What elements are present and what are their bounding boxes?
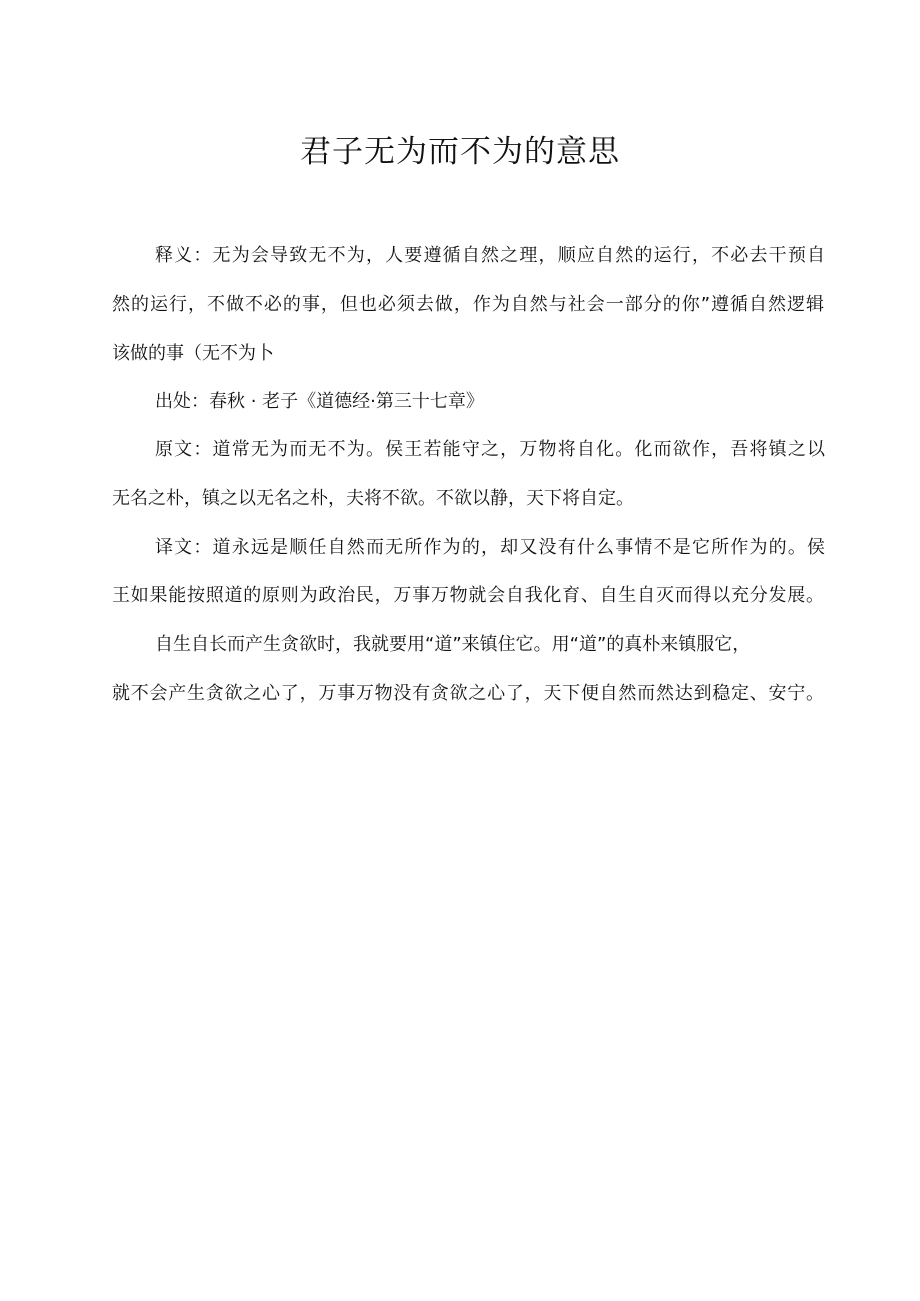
paragraph-line: 自生自长而产生贪欲时，我就要用“道”来镇住它。用“道”的真朴来镇服它， (155, 634, 751, 655)
paragraph-line: 王如果能按照道的原则为政治民，万事万物就会自我化育、自生自灭而得以充分发展。 (112, 585, 824, 606)
page-title: 君子无为而不为的意思 (300, 134, 620, 170)
paragraph-line: 释义：无为会导致无不为，人要遵循自然之理，顺应自然的运行，不必去干预自 (155, 245, 825, 266)
paragraph-line: 出处：春秋 · 老子《道德经·第三十七章》 (155, 391, 484, 412)
paragraph-line: 原文：道常无为而无不为。侯王若能守之，万物将自化。化而欲作，吾将镇之以 (155, 439, 825, 460)
paragraph-line: 该做的事（无不为卜 (112, 343, 274, 364)
paragraph-line: 然的运行，不做不必的事，但也必须去做，作为自然与社会一部分的你”遵循自然逻辑 (112, 294, 824, 315)
paragraph-line: 译文：道永远是顺任自然而无所作为的，却又没有什么事情不是它所作为的。侯 (155, 537, 825, 558)
paragraph-line: 就不会产生贪欲之心了，万事万物没有贪欲之心了，天下便自然而然达到稳定、安宁。 (112, 683, 824, 704)
paragraph-line: 无名之朴，镇之以无名之朴，夫将不欲。不欲以静，天下将自定。 (112, 488, 634, 509)
